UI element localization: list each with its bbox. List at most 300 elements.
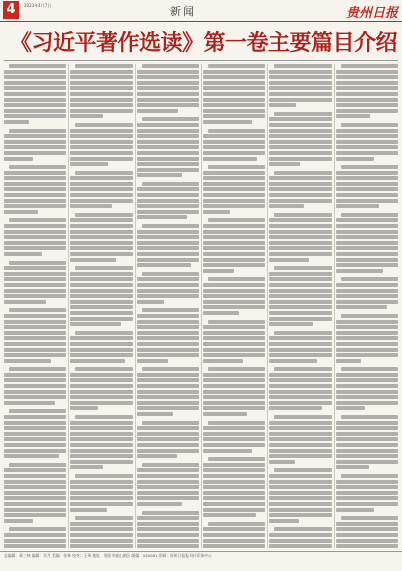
- text-line: [336, 378, 398, 382]
- text-line: [137, 348, 199, 352]
- text-line: [203, 496, 265, 500]
- text-line: [203, 114, 265, 118]
- text-line: [137, 432, 199, 436]
- text-line: [137, 157, 199, 161]
- text-line: [4, 103, 66, 107]
- text-line: [142, 182, 199, 186]
- text-line: [70, 218, 132, 222]
- text-line: [4, 320, 66, 324]
- text-line: [203, 390, 265, 394]
- text-line: [70, 406, 98, 410]
- text-line: [4, 421, 66, 425]
- text-line: [70, 129, 132, 133]
- text-line: [203, 204, 265, 208]
- column-divider: [68, 64, 69, 548]
- text-line: [203, 544, 265, 548]
- text-line: [4, 533, 66, 537]
- text-line: [4, 325, 66, 329]
- text-line: [70, 378, 132, 382]
- text-line: [4, 224, 66, 228]
- text-line: [137, 437, 199, 441]
- text-line: [336, 544, 398, 548]
- text-line: [9, 367, 66, 371]
- text-line: [269, 491, 331, 495]
- text-line: [4, 502, 66, 506]
- text-line: [70, 86, 132, 90]
- text-line: [70, 70, 132, 74]
- text-line: [203, 395, 265, 399]
- text-line: [203, 140, 265, 144]
- text-column: [336, 64, 398, 548]
- text-line: [137, 134, 199, 138]
- text-line: [336, 449, 398, 453]
- text-line: [70, 246, 132, 250]
- text-line: [4, 272, 66, 276]
- text-line: [137, 449, 199, 453]
- text-line: [9, 527, 66, 531]
- text-line: [336, 443, 398, 447]
- text-line: [203, 485, 265, 489]
- text-line: [70, 390, 132, 394]
- text-line: [203, 336, 265, 340]
- text-line: [137, 75, 199, 79]
- text-line: [137, 485, 199, 489]
- text-line: [70, 384, 132, 388]
- text-line: [4, 134, 66, 138]
- text-line: [269, 443, 331, 447]
- text-line: [75, 213, 132, 217]
- text-line: [4, 342, 66, 346]
- text-line: [341, 415, 398, 419]
- text-line: [70, 187, 132, 191]
- text-line: [4, 496, 66, 500]
- text-line: [137, 129, 199, 133]
- text-line: [269, 258, 308, 262]
- text-line: [4, 432, 66, 436]
- text-line: [269, 157, 331, 161]
- text-line: [70, 193, 132, 197]
- text-line: [203, 171, 265, 175]
- text-line: [274, 367, 331, 371]
- text-line: [269, 373, 331, 377]
- text-line: [336, 98, 398, 102]
- headline-rule: [4, 60, 398, 61]
- text-line: [9, 64, 66, 68]
- text-line: [336, 539, 398, 543]
- text-line: [4, 98, 66, 102]
- text-line: [336, 86, 398, 90]
- article-columns: [4, 64, 398, 548]
- text-line: [208, 457, 265, 461]
- text-line: [142, 64, 199, 68]
- text-line: [137, 359, 169, 363]
- text-line: [203, 480, 265, 484]
- text-line: [9, 165, 66, 169]
- text-line: [4, 277, 66, 281]
- text-line: [269, 460, 295, 464]
- text-line: [269, 187, 331, 191]
- text-line: [4, 519, 33, 523]
- text-line: [9, 129, 66, 133]
- text-line: [269, 480, 331, 484]
- text-line: [336, 81, 398, 85]
- text-line: [269, 305, 331, 309]
- text-line: [70, 272, 132, 276]
- text-line: [75, 367, 132, 371]
- text-line: [70, 342, 132, 346]
- text-line: [203, 289, 265, 293]
- text-line: [341, 165, 398, 169]
- text-line: [4, 348, 66, 352]
- text-line: [203, 426, 265, 430]
- text-line: [142, 511, 199, 515]
- text-line: [269, 103, 295, 107]
- text-line: [203, 81, 265, 85]
- text-line: [269, 199, 331, 203]
- text-line: [203, 348, 265, 352]
- text-line: [203, 157, 257, 161]
- text-line: [4, 187, 66, 191]
- text-line: [336, 527, 398, 531]
- text-line: [269, 311, 331, 315]
- text-line: [137, 384, 199, 388]
- text-line: [4, 314, 66, 318]
- text-line: [203, 432, 265, 436]
- text-line: [208, 320, 265, 324]
- text-line: [4, 353, 66, 357]
- text-line: [269, 218, 331, 222]
- text-line: [203, 145, 265, 149]
- text-line: [336, 246, 398, 250]
- text-line: [137, 336, 199, 340]
- text-line: [4, 70, 66, 74]
- text-line: [4, 300, 46, 304]
- text-line: [208, 277, 265, 281]
- text-column: [4, 64, 66, 548]
- text-line: [269, 454, 331, 458]
- text-line: [203, 474, 265, 478]
- text-line: [336, 199, 398, 203]
- text-line: [4, 384, 66, 388]
- text-line: [269, 426, 331, 430]
- text-line: [4, 193, 66, 197]
- text-line: [336, 465, 370, 469]
- text-line: [137, 246, 199, 250]
- text-line: [137, 173, 182, 177]
- text-line: [336, 508, 374, 512]
- text-line: [336, 193, 398, 197]
- text-line: [341, 277, 398, 281]
- text-line: [137, 491, 199, 495]
- text-line: [336, 176, 398, 180]
- text-line: [137, 395, 199, 399]
- text-line: [336, 70, 398, 74]
- text-line: [137, 342, 199, 346]
- text-line: [4, 92, 66, 96]
- text-line: [70, 480, 132, 484]
- text-line: [269, 294, 331, 298]
- text-line: [203, 437, 265, 441]
- text-line: [70, 508, 107, 512]
- text-line: [203, 449, 252, 453]
- text-line: [9, 463, 66, 467]
- text-line: [203, 508, 265, 512]
- text-line: [203, 325, 265, 329]
- text-line: [203, 443, 265, 447]
- text-line: [269, 519, 299, 523]
- text-line: [203, 86, 265, 90]
- text-line: [70, 491, 132, 495]
- text-line: [4, 283, 66, 287]
- text-line: [70, 140, 132, 144]
- text-line: [75, 64, 132, 68]
- text-line: [203, 527, 265, 531]
- text-line: [336, 269, 383, 273]
- text-line: [203, 513, 256, 517]
- text-line: [203, 109, 265, 113]
- text-line: [203, 246, 265, 250]
- text-line: [336, 359, 361, 363]
- text-line: [70, 421, 132, 425]
- text-line: [269, 81, 331, 85]
- text-line: [137, 70, 199, 74]
- text-line: [336, 145, 398, 149]
- text-line: [208, 129, 265, 133]
- text-line: [70, 432, 132, 436]
- text-line: [203, 384, 265, 388]
- text-line: [274, 468, 331, 472]
- text-line: [9, 308, 66, 312]
- text-line: [137, 300, 164, 304]
- text-line: [4, 454, 59, 458]
- text-line: [269, 272, 331, 276]
- text-line: [336, 294, 398, 298]
- text-line: [137, 151, 199, 155]
- text-line: [269, 390, 331, 394]
- text-line: [336, 252, 398, 256]
- text-line: [269, 359, 317, 363]
- text-line: [4, 246, 66, 250]
- text-line: [4, 75, 66, 79]
- text-line: [70, 283, 132, 287]
- text-line: [269, 98, 331, 102]
- text-line: [274, 112, 331, 116]
- text-line: [70, 224, 132, 228]
- text-line: [269, 140, 331, 144]
- text-line: [137, 123, 199, 127]
- text-line: [70, 277, 132, 281]
- text-line: [9, 261, 66, 265]
- text-column: [137, 64, 199, 548]
- text-line: [269, 384, 331, 388]
- text-line: [137, 412, 173, 416]
- text-line: [336, 331, 398, 335]
- text-line: [70, 92, 132, 96]
- text-line: [4, 395, 66, 399]
- text-line: [203, 401, 265, 405]
- text-line: [274, 64, 331, 68]
- text-line: [4, 331, 66, 335]
- text-line: [4, 513, 66, 517]
- text-line: [336, 522, 398, 526]
- text-line: [336, 114, 370, 118]
- text-line: [70, 437, 132, 441]
- text-line: [203, 103, 265, 107]
- text-line: [75, 516, 132, 520]
- text-line: [70, 485, 132, 489]
- text-line: [336, 480, 398, 484]
- text-line: [336, 134, 398, 138]
- text-line: [137, 502, 182, 506]
- text-line: [336, 496, 398, 500]
- text-line: [269, 513, 331, 517]
- text-line: [70, 204, 112, 208]
- text-line: [70, 465, 102, 469]
- text-line: [70, 176, 132, 180]
- text-line: [75, 415, 132, 419]
- text-line: [269, 70, 331, 74]
- text-line: [70, 305, 132, 309]
- text-line: [4, 266, 66, 270]
- text-line: [341, 516, 398, 520]
- text-line: [203, 342, 265, 346]
- text-line: [203, 92, 265, 96]
- text-line: [269, 348, 331, 352]
- text-line: [4, 401, 55, 405]
- text-line: [75, 266, 132, 270]
- text-line: [336, 348, 398, 352]
- text-line: [4, 443, 66, 447]
- text-line: [269, 145, 331, 149]
- text-line: [269, 162, 300, 166]
- text-line: [269, 544, 331, 548]
- newspaper-logo: 贵州日报: [345, 6, 398, 21]
- text-line: [336, 454, 398, 458]
- text-line: [137, 241, 199, 245]
- text-line: [142, 272, 199, 276]
- text-line: [203, 300, 265, 304]
- text-line: [203, 182, 265, 186]
- text-line: [137, 294, 199, 298]
- text-line: [70, 527, 132, 531]
- text-line: [203, 468, 265, 472]
- text-line: [4, 120, 29, 124]
- text-line: [4, 468, 66, 472]
- text-line: [4, 109, 66, 113]
- text-line: [137, 468, 199, 472]
- text-line: [4, 140, 66, 144]
- text-line: [70, 443, 132, 447]
- text-line: [137, 162, 199, 166]
- text-line: [137, 168, 199, 172]
- text-line: [203, 294, 265, 298]
- text-line: [336, 373, 398, 377]
- text-line: [4, 235, 66, 239]
- text-line: [137, 443, 199, 447]
- text-line: [269, 496, 331, 500]
- text-line: [137, 103, 199, 107]
- text-line: [137, 109, 178, 113]
- text-line: [70, 75, 132, 79]
- text-line: [137, 193, 199, 197]
- text-line: [208, 367, 265, 371]
- text-line: [269, 92, 331, 96]
- text-line: [137, 210, 199, 214]
- text-line: [203, 224, 265, 228]
- text-line: [336, 395, 398, 399]
- text-line: [336, 390, 398, 394]
- text-line: [269, 406, 321, 410]
- text-line: [70, 151, 132, 155]
- text-line: [137, 533, 199, 537]
- text-line: [336, 336, 398, 340]
- text-line: [269, 353, 331, 357]
- text-line: [4, 151, 66, 155]
- text-line: [336, 263, 398, 267]
- text-line: [70, 289, 132, 293]
- column-divider: [201, 64, 202, 548]
- text-line: [274, 415, 331, 419]
- text-line: [336, 406, 365, 410]
- text-line: [70, 109, 132, 113]
- text-line: [70, 134, 132, 138]
- text-line: [4, 252, 42, 256]
- text-line: [336, 230, 398, 234]
- text-line: [4, 182, 66, 186]
- text-line: [137, 215, 187, 219]
- text-line: [336, 533, 398, 537]
- text-line: [203, 98, 265, 102]
- text-line: [70, 235, 132, 239]
- text-line: [70, 114, 103, 118]
- text-line: [269, 300, 331, 304]
- text-line: [137, 406, 199, 410]
- text-line: [203, 406, 265, 410]
- text-line: [336, 491, 398, 495]
- text-line: [336, 305, 388, 309]
- text-line: [336, 300, 398, 304]
- text-line: [70, 182, 132, 186]
- text-line: [336, 401, 398, 405]
- text-line: [4, 171, 66, 175]
- text-line: [336, 224, 398, 228]
- text-line: [70, 401, 132, 405]
- text-line: [203, 134, 265, 138]
- text-line: [4, 485, 66, 489]
- text-line: [269, 246, 331, 250]
- text-line: [70, 348, 132, 352]
- text-line: [70, 98, 132, 102]
- text-line: [137, 230, 199, 234]
- text-line: [9, 218, 66, 222]
- text-line: [269, 117, 331, 121]
- text-line: [137, 353, 199, 357]
- text-line: [137, 187, 199, 191]
- text-line: [269, 336, 331, 340]
- text-line: [4, 86, 66, 90]
- text-line: [4, 415, 66, 419]
- text-line: [269, 235, 331, 239]
- text-line: [203, 187, 265, 191]
- text-line: [70, 395, 132, 399]
- page-footer: 总编辑：蒋三林 编辑：肖月 美编：张林 校对：王琴 地址：贵阳市观山湖区 邮编：550081 印刷：贵州日报报刊社印务中心: [4, 553, 212, 558]
- text-line: [4, 390, 66, 394]
- text-line: [137, 454, 178, 458]
- text-line: [4, 508, 66, 512]
- column-divider: [334, 64, 335, 548]
- text-line: [269, 283, 331, 287]
- text-line: [137, 204, 199, 208]
